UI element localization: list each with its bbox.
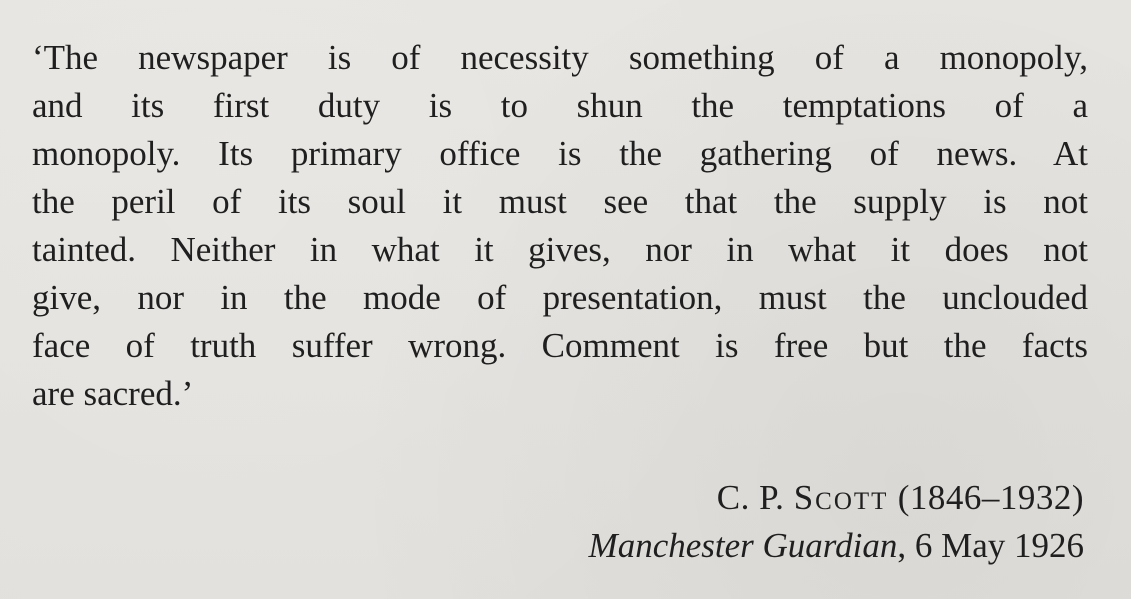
attribution	[589, 474, 1084, 570]
publication-date: , 6 May 1926	[897, 526, 1084, 565]
quote-line-6: give, nor in the mode of presentation, must the unclouded	[32, 278, 1088, 317]
quote-block	[32, 34, 1088, 418]
quote-line-2: and its first duty is to shun the temptations of a	[32, 86, 1088, 125]
author-dates: (1846–1932)	[888, 478, 1084, 517]
quote-line-5: tainted. Neither in what it gives, nor in what it does not	[32, 230, 1088, 269]
source-line	[589, 522, 1084, 570]
quote-line-7: face of truth suffer wrong. Comment is free but the facts	[32, 326, 1088, 365]
quote-line-3: monopoly. Its primary office is the gathering of news. At	[32, 134, 1088, 173]
publication-name: Manchester Guardian	[588, 526, 898, 565]
author-line	[589, 474, 1084, 522]
author-surname: Scott	[793, 478, 889, 517]
author-initials: C. P.	[716, 478, 794, 517]
quote-line-8: are sacred.’	[32, 374, 194, 413]
quote-line-1: ‘The newspaper is of necessity something of a monopoly,	[32, 38, 1088, 77]
quote-line-4: the peril of its soul it must see that the supply is not	[32, 182, 1088, 221]
